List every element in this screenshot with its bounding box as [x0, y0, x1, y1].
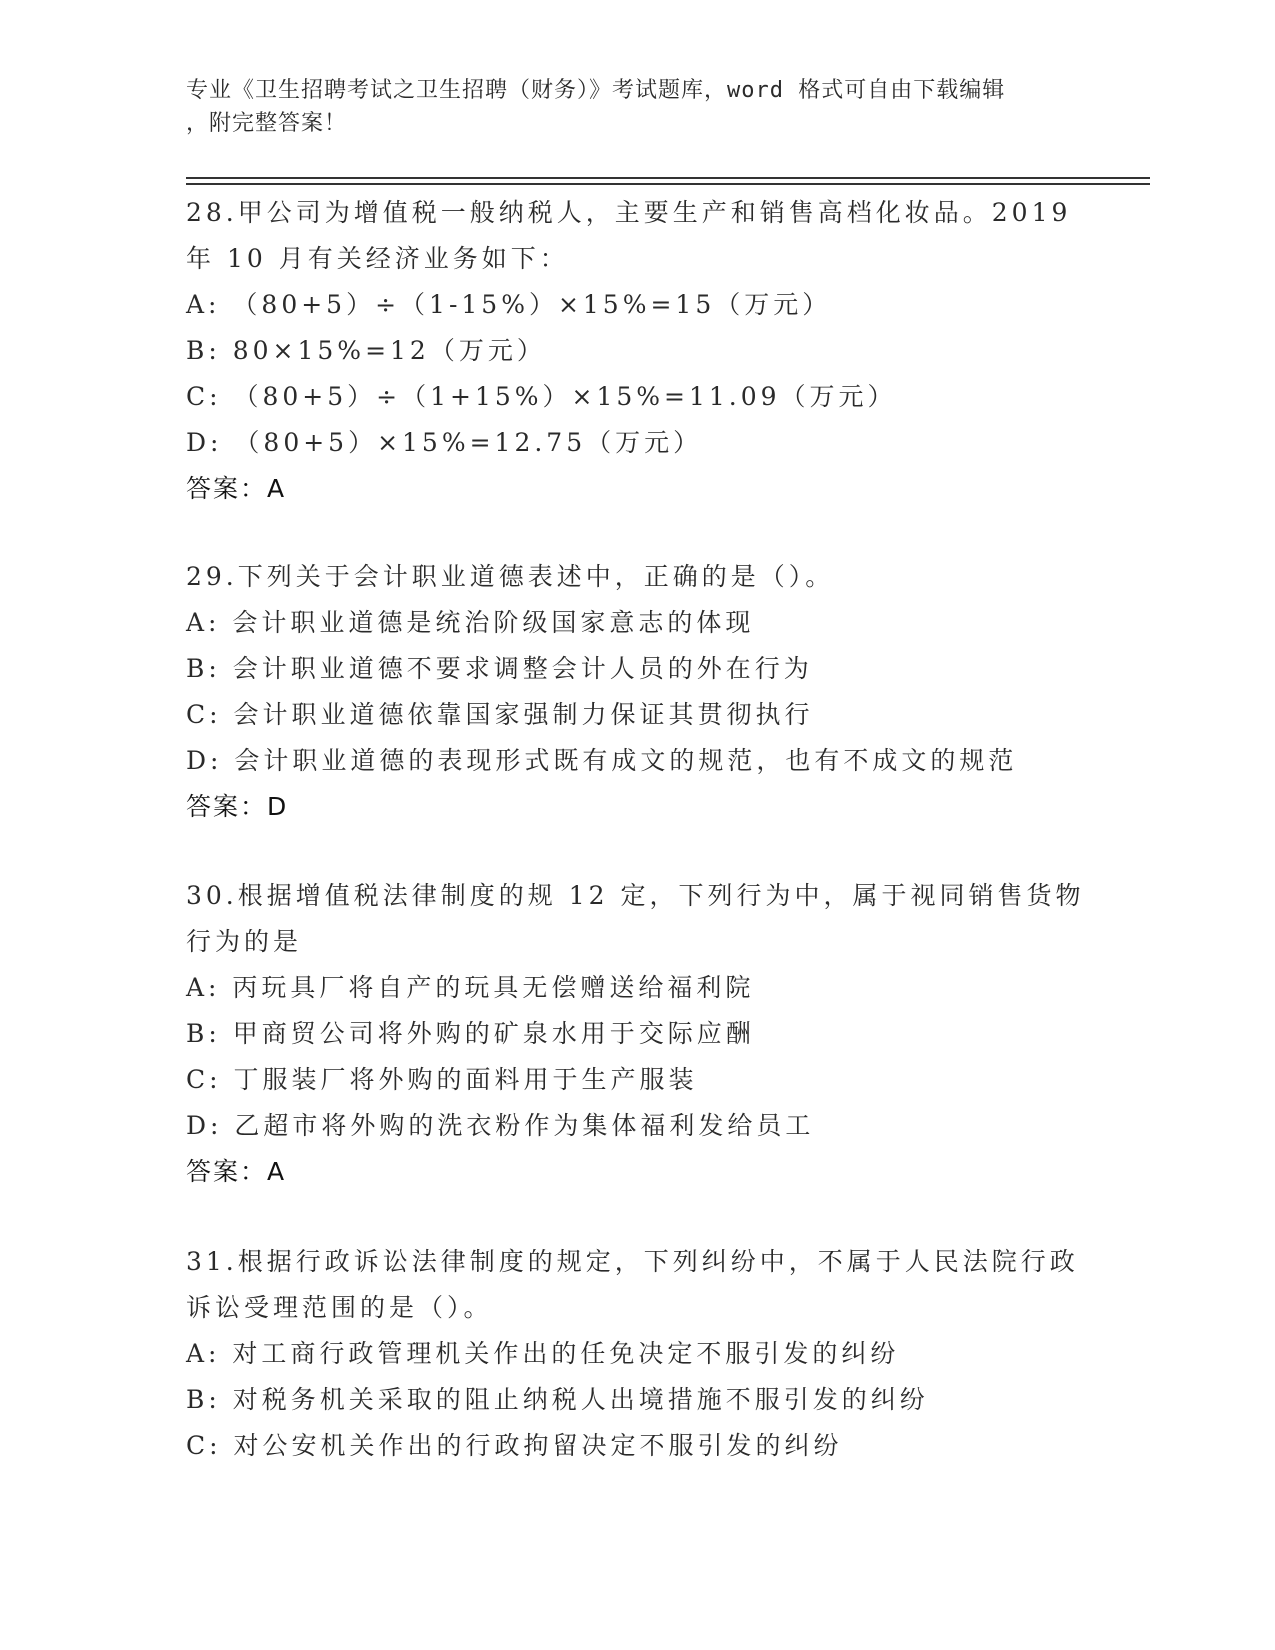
- question-stem: 年 10 月有关经济业务如下：: [186, 244, 569, 273]
- option-a: A: 会计职业道德是统治阶级国家意志的体现: [186, 608, 755, 637]
- option-c: C: 对公安机关作出的行政拘留决定不服引发的纠纷: [186, 1431, 843, 1460]
- answer-line: 答案：D: [186, 792, 289, 821]
- question-29: [186, 554, 1086, 830]
- option-b: B: 甲商贸公司将外购的矿泉水用于交际应酬: [186, 1019, 755, 1048]
- question-28: [186, 190, 1086, 512]
- option-c: C: （80+5）÷（1+15%）×15%=11.09（万元）: [186, 382, 897, 411]
- option-d: D: 乙超市将外购的洗衣粉作为集体福利发给员工: [186, 1111, 815, 1140]
- header-divider-bottom: [186, 183, 1150, 185]
- question-stem: 29.下列关于会计职业道德表述中，正确的是（）。: [186, 562, 835, 591]
- option-d: D: 会计职业道德的表现形式既有成文的规范，也有不成文的规范: [186, 746, 1018, 775]
- question-30: [186, 873, 1086, 1195]
- option-b: B: 对税务机关采取的阻止纳税人出境措施不服引发的纠纷: [186, 1385, 929, 1414]
- question-31: [186, 1239, 1086, 1469]
- option-a: A: 丙玩具厂将自产的玩具无偿赠送给福利院: [186, 973, 755, 1002]
- option-b: B: 80×15%=12（万元）: [186, 336, 546, 365]
- header-divider-top: [186, 177, 1150, 179]
- option-c: C: 会计职业道德依靠国家强制力保证其贯彻执行: [186, 700, 814, 729]
- option-d: D: （80+5）×15%=12.75（万元）: [186, 428, 703, 457]
- question-stem: 行为的是: [186, 927, 303, 956]
- answer-line: 答案：A: [186, 474, 287, 503]
- answer-line: 答案：A: [186, 1157, 287, 1186]
- option-a: A: （80+5）÷（1-15%）×15%=15（万元）: [186, 290, 832, 319]
- document-header: 专业《卫生招聘考试之卫生招聘（财务）》考试题库，word 格式可自由下载编辑 ，附完整答案！: [186, 78, 1006, 136]
- option-b: B: 会计职业道德不要求调整会计人员的外在行为: [186, 654, 813, 683]
- question-stem: 诉讼受理范围的是（）。: [186, 1293, 493, 1322]
- question-stem: 30.根据增值税法律制度的规 12 定，下列行为中，属于视同销售货物: [186, 881, 1085, 910]
- question-stem: 31.根据行政诉讼法律制度的规定，下列纠纷中，不属于人民法院行政: [186, 1247, 1079, 1276]
- option-c: C: 丁服装厂将外购的面料用于生产服装: [186, 1065, 698, 1094]
- question-stem: 28.甲公司为增值税一般纳税人，主要生产和销售高档化妆品。2019: [186, 198, 1072, 227]
- option-a: A: 对工商行政管理机关作出的任免决定不服引发的纠纷: [186, 1339, 900, 1368]
